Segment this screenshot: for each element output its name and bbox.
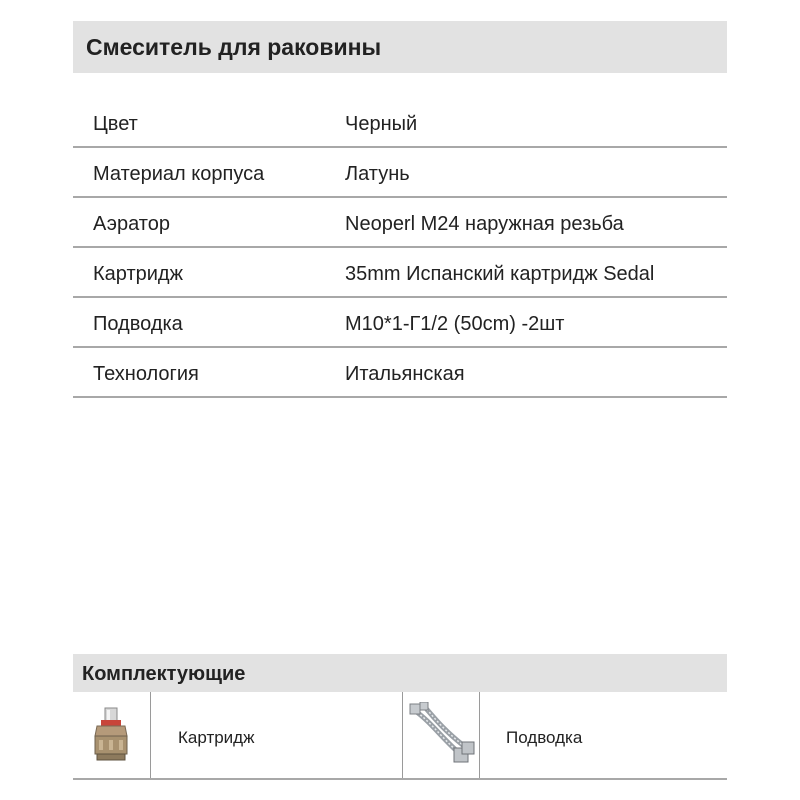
product-title-bar xyxy=(73,21,727,73)
spec-label: Аэратор xyxy=(93,213,170,235)
component-label-cartridge: Картридж xyxy=(178,728,255,747)
braided-hose-icon xyxy=(406,702,476,772)
cartridge-icon xyxy=(87,706,137,766)
spec-row-color xyxy=(73,98,727,148)
components-title-bar xyxy=(73,654,727,692)
spec-label: Подводка xyxy=(93,313,183,335)
components-title: Комплектующие xyxy=(82,663,246,685)
component-label-hose: Подводка xyxy=(506,728,583,747)
components-row xyxy=(73,692,727,780)
spec-row-aerator xyxy=(73,198,727,248)
spec-row-body-material xyxy=(73,148,727,198)
spec-value: 35mm Испанский картридж Sedal xyxy=(345,263,655,285)
spec-row-hose xyxy=(73,298,727,348)
column-divider xyxy=(150,692,151,778)
product-title: Смеситель для раковины xyxy=(86,34,382,60)
spec-label: Технология xyxy=(93,363,199,385)
spec-label: Материал корпуса xyxy=(93,163,265,185)
spec-label: Картридж xyxy=(93,263,183,285)
spec-row-technology xyxy=(73,348,727,398)
spec-label: Цвет xyxy=(93,113,138,135)
spec-row-cartridge xyxy=(73,248,727,298)
spec-table xyxy=(73,98,727,398)
spec-value: Латунь xyxy=(345,163,410,185)
spec-value: Neoperl M24 наружная резьба xyxy=(345,213,624,235)
column-divider xyxy=(479,692,480,778)
column-divider xyxy=(402,692,403,778)
spec-value: M10*1-Г1/2 (50cm) -2шт xyxy=(345,313,565,335)
spec-value: Черный xyxy=(345,113,418,135)
spec-value: Итальянская xyxy=(345,363,465,385)
